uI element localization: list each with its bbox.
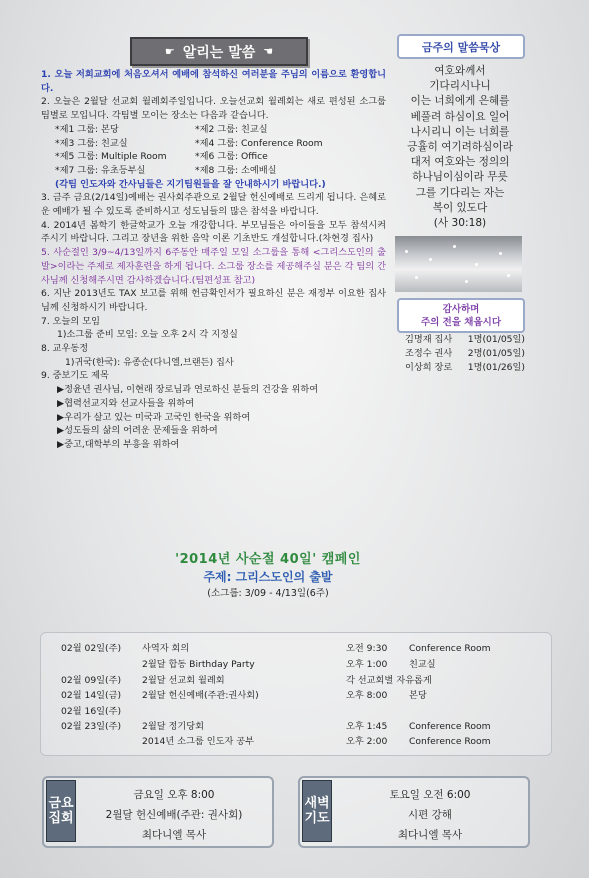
verse-line: 베풀려 하심이요 일어: [410, 110, 510, 123]
campaign-period: (소그룹: 3/09 - 4/13일(6주): [207, 588, 329, 599]
prayer-item: ▶우리가 살고 있는 미국과 고국인 한국을 위하여: [57, 411, 251, 423]
verse-line: 긍휼히 여기려하심이라: [407, 141, 513, 154]
friday-tab-line: 금요: [48, 796, 74, 811]
schedule-time: 오후 1:45: [346, 721, 388, 732]
verse-line: 나시리니 이는 너희를: [410, 125, 510, 138]
offering-row: [405, 361, 525, 375]
notice-9: 9. 중보기도 제목: [41, 370, 109, 382]
schedule-event: 2월달 헌신예배(주관:권사회): [142, 690, 259, 701]
dawn-tab-line: 새벽: [304, 796, 330, 811]
schedule-time: 각 선교회별 자유롭게: [346, 675, 432, 686]
friday-service-details: [84, 785, 264, 845]
schedule-time: 오후 2:00: [346, 736, 388, 747]
schedule-place: Conference Room: [409, 643, 491, 654]
schedule-date: 02월 16일(주): [61, 706, 122, 717]
verse-line: 그를 기다리는 자는: [415, 186, 505, 199]
notice-6: 6. 지난 2013년도 TAX 보고를 위해 헌금확인서가 필요하신 분은 재정부 이요한 집사님께 신청하시기 바랍니다.: [41, 288, 386, 313]
schedule-place: 본당: [409, 690, 427, 701]
offering-title-line-2: 주의 전을 채웁시다: [420, 316, 502, 328]
offering-name: 조정수 권사: [405, 347, 453, 359]
offering-name: 김명재 집사: [405, 334, 453, 345]
verse-reference: (사 30:18): [433, 217, 487, 230]
offering-value: 2명(01/05일): [467, 347, 525, 359]
schedule-time: 오후 8:00: [346, 690, 388, 701]
group-item: *제7 그룹: 유초등부실: [55, 164, 146, 176]
notice-2: 2. 오늘은 2월달 선교회 월례회주일입니다. 오늘선교회 월례회는 새로 편성된 소그룹 팀별로 모입니다. 각팀별 모이는 장소는 다음과 같습니다.: [41, 96, 386, 122]
notices-title: 알리는 말씀: [182, 44, 256, 61]
notice-1: 1. 오늘 저희교회에 처음오셔서 예배에 참석하신 여러분을 주님의 이름으로 환영합니다.: [41, 69, 386, 94]
group-item: *제1 그룹: 본당: [55, 123, 119, 135]
schedule-time: 오전 9:30: [346, 643, 388, 654]
verse-line: 기다리시나니: [429, 80, 491, 93]
pointing-hand-left-icon: ☚: [263, 45, 274, 58]
schedule-date: 02월 02일(주): [61, 643, 122, 654]
verse-line: 하나님이심이라 무릇: [412, 171, 508, 184]
campaign-title: '2014년 사순절 40일' 캠페인: [175, 552, 361, 567]
offering-list: [405, 333, 525, 374]
notice-5: 5. 사순절인 3/9~4/13일까지 6주동안 매주일 모일 소그룹을 통해 <그리스도인의 출발>이라는 주제로 제자훈련을 하게 됩니다. 소그룹 장소를 제공해주실 분은 각 팀의 간사님께 신청해주시면 감사하겠습니다.(팀편성표 참고): [41, 247, 386, 286]
notices-list: [41, 68, 386, 452]
group-item: *제2 그룹: 친교실: [195, 123, 268, 135]
notices-banner: [130, 37, 308, 66]
dawn-time: 토요일 오전 6:00: [389, 789, 471, 801]
offering-row: [405, 333, 525, 347]
schedule-event: 사역자 회의: [142, 643, 190, 654]
prayer-item: ▶협력선교지와 선교사들을 위하여: [57, 397, 195, 409]
schedule-event: 2월달 합동 Birthday Party: [142, 659, 255, 670]
group-item: *제8 그룹: 소예배실: [195, 164, 277, 176]
group-item: *제4 그룹: Conference Room: [195, 137, 323, 149]
offering-title: [397, 298, 525, 333]
offering-title-line-1: 감사하며: [442, 303, 480, 315]
notice-8-item: 1)귀국(한국): 유종순(다니엘,브랜든) 집사: [65, 356, 234, 368]
offering-value: 1명(01/05일): [467, 334, 525, 345]
schedule-date: 02월 23일(주): [61, 721, 122, 732]
notice-4: 4. 2014년 봄학기 한글학교가 오늘 개강합니다. 부모님들은 아이들을 모두 참석시켜주시기 바랍니다. 그리고 장년을 위한 음악 이론 기초반도 개설합니다.(차현경 집사): [41, 219, 386, 245]
campaign-theme: 주제: 그리스도인의 출발: [203, 570, 333, 584]
friday-title: 2월달 헌신예배(주관: 권사회): [105, 809, 243, 821]
group-item: *제6 그룹: Office: [195, 151, 268, 163]
schedule-event: 2월달 정기당회: [142, 721, 205, 732]
friday-time: 금요일 오후 8:00: [133, 789, 215, 801]
friday-service-tab: [46, 780, 76, 842]
dawn-prayer-tab: [302, 780, 332, 842]
snow-tree-photo: [395, 236, 522, 292]
schedule-place: Conference Room: [409, 721, 491, 732]
notice-3: 3. 금주 금요(2/14일)예배는 권사회주관으로 2월달 헌신예배로 드리게 됩니다. 은혜로운 예배가 될 수 있도록 준비하시고 성도님들의 많은 참석을 바랍니다.: [41, 192, 386, 218]
prayer-item: ▶성도들의 삶의 어려운 문제들을 위하여: [57, 425, 218, 437]
notice-7-item: 1)소그룹 준비 모임: 오늘 오후 2시 각 지정실: [57, 329, 238, 341]
notice-7: 7. 오늘의 모임: [41, 315, 100, 327]
schedule-event: 2월달 선교회 월례회: [142, 675, 225, 686]
notice-8: 8. 교우동정: [41, 343, 89, 355]
verse-line: 이는 너희에게 은혜를: [410, 95, 510, 108]
offering-value: 1명(01/26일): [467, 361, 525, 373]
schedule-date: 02월 14일(금): [61, 690, 122, 701]
group-note: (각팀 인도자와 간사님들은 지기팀원들을 잘 안내하시기 바랍니다.): [55, 178, 326, 190]
offering-row: [405, 347, 525, 361]
offering-name: 이상희 장로: [405, 361, 453, 373]
prayer-item: ▶중고,대학부의 부흥을 위하여: [57, 438, 180, 450]
dawn-title: 시편 강해: [408, 809, 452, 821]
pointing-hand-right-icon: ☛: [164, 45, 175, 58]
schedule-place: 친교실: [409, 659, 436, 670]
friday-preacher: 최다니엘 목사: [141, 829, 207, 841]
verse-title: 금주의 말씀묵상: [397, 34, 525, 59]
group-item: *제5 그룹: Multiple Room: [55, 151, 167, 163]
verse-text: [400, 64, 520, 231]
group-list: [41, 123, 386, 178]
schedule-place: Conference Room: [409, 736, 491, 747]
verse-line: 여호와께서: [434, 65, 486, 77]
schedule-event: 2014년 소그룹 인도자 공부: [142, 736, 255, 747]
schedule-date: 02월 09일(주): [61, 675, 122, 686]
schedule-time: 오후 1:00: [346, 659, 388, 670]
group-item: *제3 그룹: 친교실: [55, 137, 128, 149]
dawn-preacher: 최다니엘 목사: [397, 829, 463, 841]
friday-tab-line: 집회: [48, 811, 74, 826]
dawn-tab-line: 기도: [304, 811, 330, 826]
verse-line: 대저 여호와는 정의의: [410, 156, 510, 169]
prayer-item: ▶정윤년 권사님, 이현래 장로님과 연로하신 분들의 건강을 위하여: [57, 384, 319, 396]
dawn-prayer-details: [340, 785, 520, 845]
verse-line: 복이 있도다: [432, 201, 488, 214]
